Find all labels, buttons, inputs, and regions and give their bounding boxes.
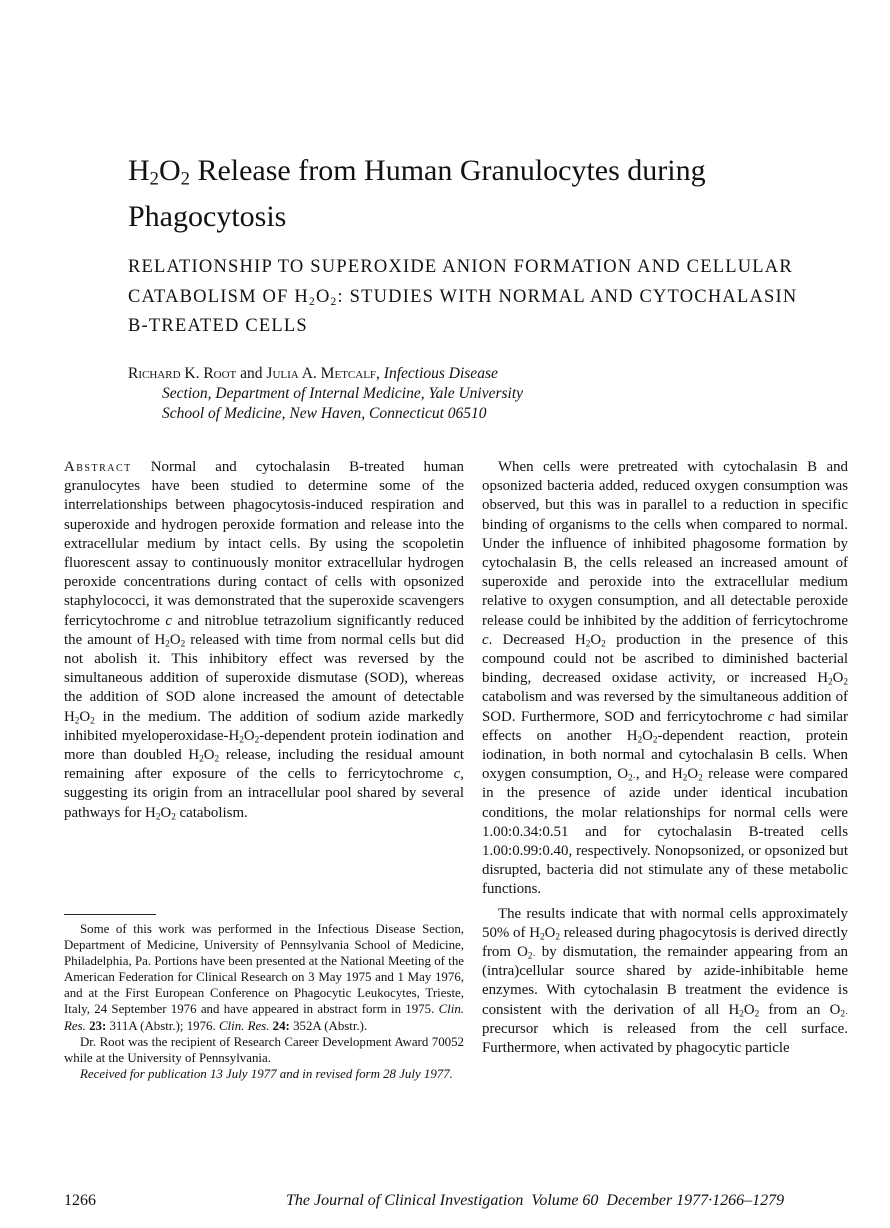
abstract-column-right: [482, 458, 848, 1058]
affiliation-line-3: School of Medicine, New Haven, Connecticut 06510: [162, 405, 487, 422]
article-title: $H_2O_2$ Release from Human Granulocytes during Phagocytosis: [128, 154, 706, 233]
author-line: Richard K. Root and Julia A. Metcalf, Infectious Disease: [128, 365, 498, 382]
affiliation-line-2: Section, Department of Internal Medicine, Yale University: [162, 385, 524, 402]
author-block: [128, 364, 648, 424]
abstract-paragraph-2: When cells were pretreated with cytochalasin B and opsonized bacteria added, reduced oxygen consumption was observed, but this was in parallel to a reduction in specific binding of organisms to the cells when compared to normal. Under the influence of inhibited phagosome formation by cytochalasin B, the cells released an increased amount of superoxide and peroxide into the extracellular medium relative to oxygen consumption, and all detectable peroxide release could be inhibited by the addition of ferricytochrome c. Decreased $H_2O_2$ production in the presence of this compound could not be ascribed to diminished bacterial binding, decreased oxidase activity, or increased $H_2O_2$ catabolism and was reversed by the simultaneous addition of SOD. Furthermore, SOD and ferricytochrome c had similar effects on another $H_2O_2$-dependent reaction, protein iodination, in both normal and cytochalasin B cells. When oxygen consumption, $O_{2\cdot}$, and $H_2O_2$ release were compared in the presence of azide under identical incubation conditions, the molar relationships for normal cells were 1.00:0.34:0.51 and for cytochalasin B-treated cells 1.00:0.99:0.40, respectively. Nonopsonized, or opsonized but disrupted, bacteria did not stimulate any of these metabolic functions.: [482, 459, 849, 898]
footnotes: [64, 921, 464, 1082]
abstract-paragraph: Abstract Normal and cytochalasin B-treated human granulocytes have been studied to determine some of the interrelationships between phagocytosis-induced respiration and superoxide and hydrogen peroxide formation and release into the extracellular medium by intact cells. By using the scopoletin fluorescent assay to continuously monitor extracellular hydrogen peroxide concentrations during contact of cells with opsonized staphylococci, it was demonstrated that the superoxide scavengers ferricytochrome c and nitroblue tetrazolium significantly reduced the amount of $H_2O_2$ released with time from normal cells but did not abolish it. This inhibitory effect was reversed by the simultaneous addition of superoxide dismutase (SOD), whereas the addition of SOD alone increased the amount of detectable $H_2O_2$ in the medium. The addition of sodium azide markedly inhibited myeloperoxidase-$H_2O_2$-dependent protein iodination and more than doubled $H_2O_2$ release, including the residual amount remaining after exposure of the cells to ferricytochrome c, suggesting its origin from an intracellular pool shared by several pathways for $H_2O_2$ catabolism.: [64, 459, 464, 821]
journal-citation: The Journal of Clinical Investigation Volume 60 December 1977·1266–1279: [286, 1192, 785, 1209]
article-subtitle: [128, 253, 848, 342]
abstract-paragraph-3: The results indicate that with normal cells approximately 50% of $H_2O_2$ released during phagocytosis is derived directly from $O_{2\cdot}$ by dismutation, the remainder appearing from an (intra)cellular source shared by azide-inhibitable heme enzymes. With cytochalasin B treatment the evidence is consistent with the derivation of all $H_2O_2$ from an $O_{2\cdot}$ precursor which is released from the cell surface. Furthermore, when activated by phagocytic particle: [482, 905, 849, 1057]
footnote-divider: [64, 914, 156, 915]
abstract-label: Abstract: [64, 459, 132, 475]
subtitle-line-1: RELATIONSHIP TO SUPEROXIDE ANION FORMATION AND CELLULAR: [128, 257, 793, 277]
author-2: Julia A. Metcalf,: [266, 365, 380, 382]
subtitle-line-2: CATABOLISM OF $H_2O_2$: STUDIES WITH NORMAL AND CYTOCHALASIN: [128, 286, 798, 308]
page-number: 1266: [64, 1192, 96, 1209]
footnote-2: Dr. Root was the recipient of Research Career Development Award 70052 while at the University of Pennsylvania.: [64, 1034, 464, 1065]
author-1: Richard K. Root: [128, 365, 237, 382]
footnote-received: Received for publication 13 July 1977 and in revised form 28 July 1977.: [80, 1066, 453, 1081]
subtitle-line-3: B-TREATED CELLS: [128, 316, 308, 336]
footnote-1: Some of this work was performed in the Infectious Disease Section, Department of Medicine, University of Pennsylvania School of Medicine, Philadelphia, Pa. Portions have been presented at the National Meeting of the American Federation for Clinical Research on 3 May 1975 and 1 May 1976, and at the First European Conference on Phagocytic Leukocytes, Trieste, Italy, 24 September 1976 and have appeared in abstract form in 1975. Clin. Res. 23: 311A (Abstr.); 1976. Clin. Res. 24: 352A (Abstr.).: [64, 922, 464, 1033]
abstract-column: [64, 458, 464, 823]
